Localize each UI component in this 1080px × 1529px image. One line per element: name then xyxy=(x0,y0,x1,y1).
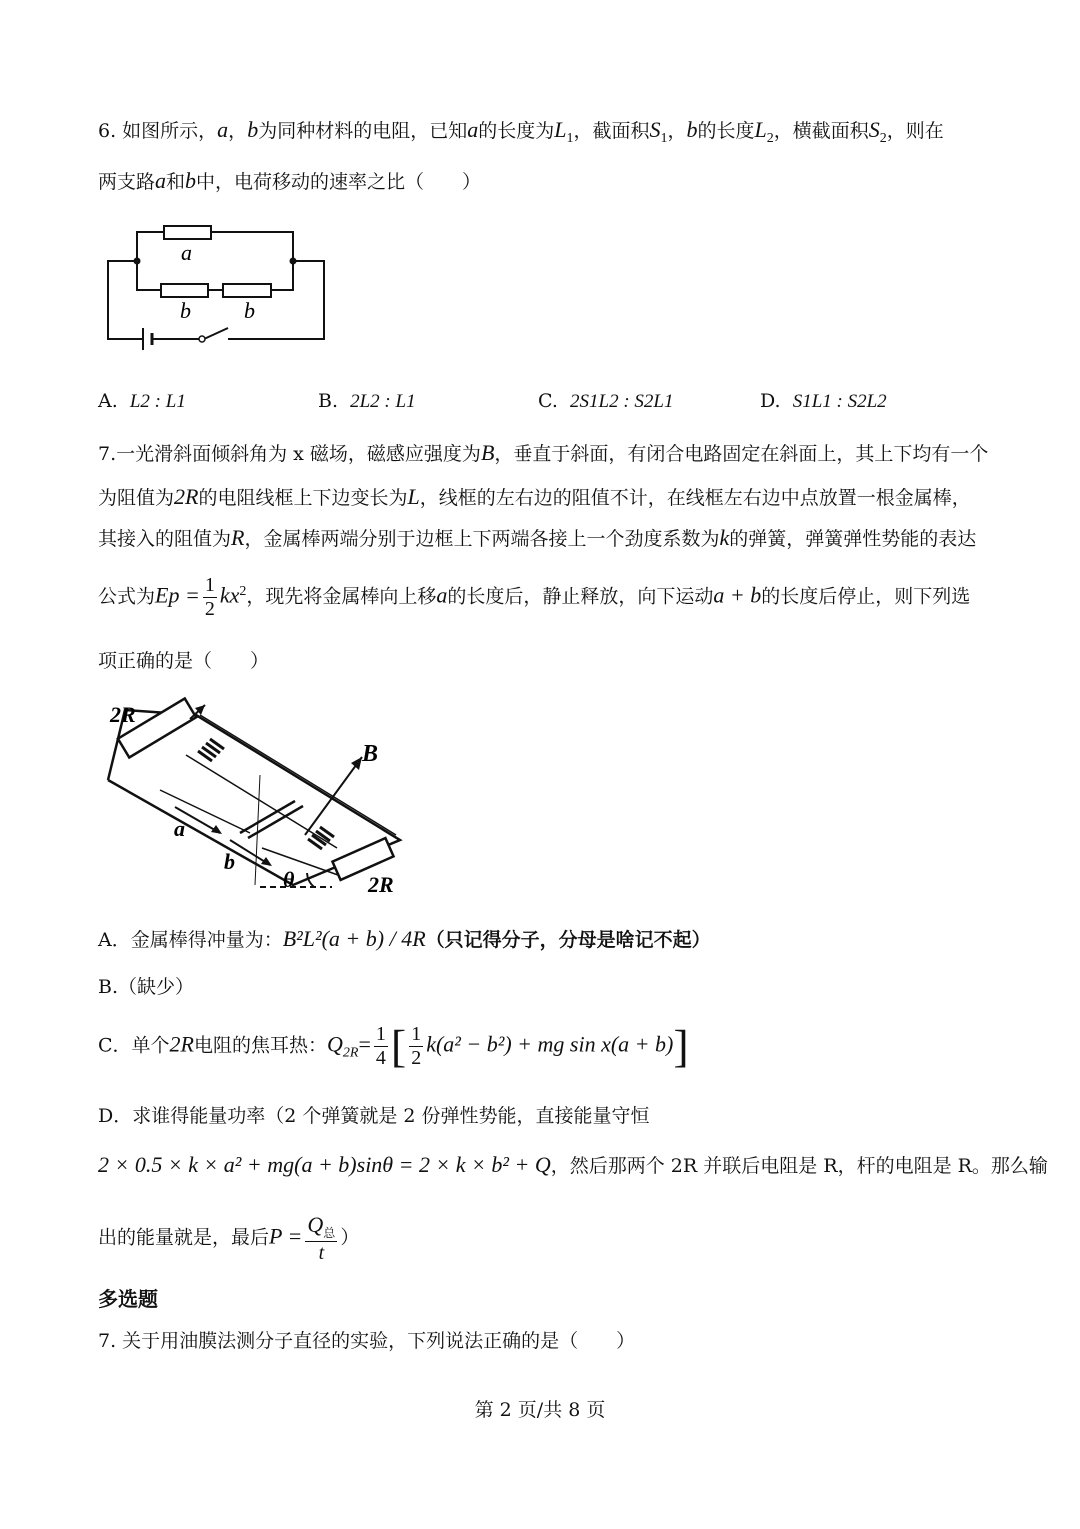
label-2r-top: 2R xyxy=(110,702,136,727)
q6-circuit-diagram xyxy=(100,218,335,358)
label-a: a xyxy=(181,240,192,265)
q7-option-d-line3: 出的能量就是，最后P = $\frac{Q_总}{t}$ ） xyxy=(98,1212,360,1264)
label-a-dist: a xyxy=(174,816,185,841)
q7-stem-line1: 7.一光滑斜面倾斜角为 x 磁场，磁感应强度为B，垂直于斜面，有闭合电路固定在斜面上，其上下均有一个 xyxy=(98,440,989,465)
q6-option-d[interactable]: D. S1L1 : S2L2 xyxy=(760,390,887,412)
q6-option-a[interactable]: A. L2 : L1 xyxy=(98,390,186,412)
label-2r-bottom: 2R xyxy=(368,872,394,897)
q7-option-d-line1[interactable]: D．求谁得能量功率（2 个弹簧就是 2 份弹性势能，直接能量守恒 xyxy=(98,1105,650,1127)
label-theta: θ xyxy=(283,867,295,892)
resistor-b2 xyxy=(223,284,271,297)
q7-stem-line5: 项正确的是（ ） xyxy=(98,650,270,672)
q7-stem-line2: 为阻值为2R的电阻线框上下边变长为L，线框的左右边的阻值不计，在线框左右边中点放置一根金属棒， xyxy=(98,484,971,509)
page-footer: 第 2 页/共 8 页 xyxy=(474,1399,606,1421)
multi-q7-stem: 7. 关于用油膜法测分子直径的实验，下列说法正确的是（ ） xyxy=(98,1330,636,1352)
spring-top xyxy=(198,739,224,761)
q6-stem-line1: 6. 如图所示，a，b为同种材料的电阻，已知a的长度为$L_1$，截面积$S_1$，b的长度$L_2$，横截面积$S_2$，则在 xyxy=(98,117,944,146)
q7-option-a[interactable]: A．金属棒得冲量为：B²L²(a + b) / 4R（只记得分子，分母是啥记不起） xyxy=(98,926,711,951)
resistor-a xyxy=(164,226,211,239)
q7-stem-line3: 其接入的阻值为R，金属棒两端分别于边框上下两端各接上一个劲度系数为k的弹簧，弹簧弹性势能的表达 xyxy=(98,525,977,550)
b-arrow-head xyxy=(351,757,362,770)
label-b-field: B xyxy=(362,741,379,767)
label-b-dist: b xyxy=(224,849,235,874)
q7-option-b[interactable]: B.（缺少） xyxy=(98,976,195,998)
resistor-b1 xyxy=(161,284,208,297)
section-heading-multi: 多选题 xyxy=(98,1287,158,1311)
q7-option-d-line2: 2 × 0.5 × k × a² + mg(a + b)sinθ = 2 × k × b² + Q，然后那两个 2R 并联后电阻是 R，杆的电阻是 R。那么输 xyxy=(98,1152,1048,1177)
label-b2: b xyxy=(244,298,255,323)
q6-stem-line2: 两支路a和b中，电荷移动的速率之比（ ） xyxy=(98,168,482,193)
q6-option-c[interactable]: C. 2S1L2 : S2L1 xyxy=(538,390,674,412)
q7-incline-diagram xyxy=(100,695,410,900)
q6-option-b[interactable]: B. 2L2 : L1 xyxy=(318,390,416,412)
q7-stem-line4: 公式为Ep = $\frac{1}{2}$ $kx^2$，现先将金属棒向上移a的长度后，静止释放，向下运动a + b的长度后停止，则下列选 xyxy=(98,574,971,620)
q7-option-c[interactable]: C．单个2R电阻的焦耳热：$Q_{2R}=$ $\frac{1}{4}$ [ $\frac{1}{2}$ k(a² − b²) + mg sin x(a + b)] xyxy=(98,1020,689,1072)
fraction-half: $\frac{1}{2}$ xyxy=(204,574,215,620)
label-b1: b xyxy=(180,298,191,323)
